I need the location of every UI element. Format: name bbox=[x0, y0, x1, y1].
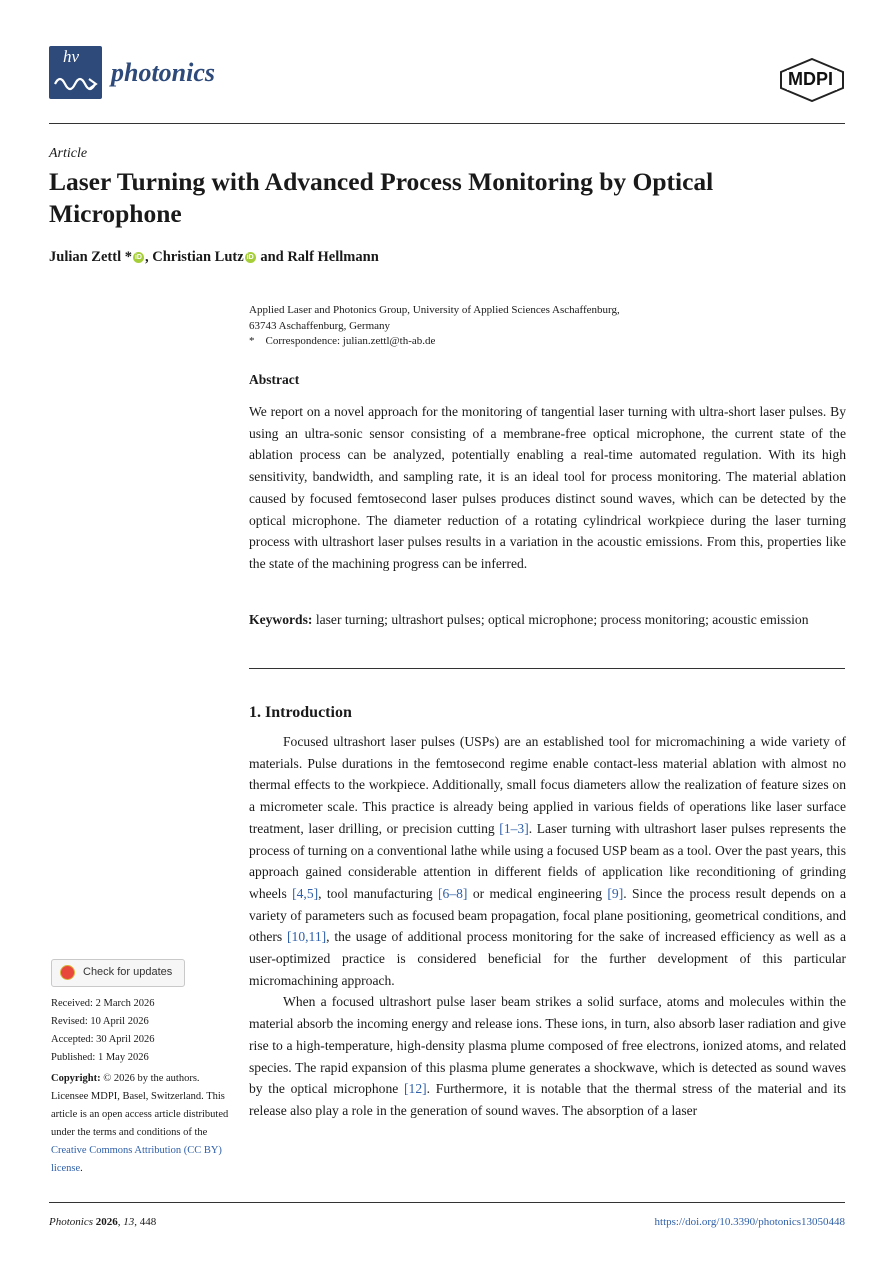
section-heading: 1. Introduction bbox=[249, 704, 352, 721]
revised-date: Revised: 10 April 2026 bbox=[51, 1016, 149, 1027]
logo-text: hv bbox=[63, 47, 80, 66]
copyright-text: © 2026 by the authors. Licensee MDPI, Basel, Switzerland. This article is an open access article distributed under the terms and conditions of the bbox=[51, 1073, 229, 1138]
header-divider bbox=[49, 123, 845, 124]
correspondence: * Correspondence: julian.zettl@th-ab.de bbox=[249, 335, 436, 347]
paragraph-text: . Furthermore, it is notable that the thermal stress of the material and its release also play a role in the generation of sound waves. The absorption of a laser bbox=[249, 1081, 846, 1118]
citation-link[interactable]: [10,11] bbox=[287, 929, 327, 945]
journal-name: photonics bbox=[111, 58, 216, 87]
citation-link[interactable]: [12] bbox=[404, 1081, 427, 1097]
paragraph-text: Focused ultrashort laser pulses (USPs) are an established tool for micromachining a wide variety of materials. Pulse durations in the femtosecond regime enable contact-less material ablation with almost no thermal effects to the workpiece. Additionally, small focus diameters allow the realization of feature sizes on a micrometer scale. This practice is already being applied in various fields of operations like laser surface treatment, laser drilling, or precision cutting bbox=[249, 734, 846, 836]
author-separator: , bbox=[144, 249, 153, 265]
copyright-label: Copyright: bbox=[51, 1073, 101, 1084]
paragraph bbox=[249, 731, 846, 991]
citation-link[interactable]: [4,5] bbox=[292, 885, 319, 901]
published-date: Published: 1 May 2026 bbox=[51, 1052, 149, 1063]
article-title: Laser Turning with Advanced Process Monitoring by Optical Microphone bbox=[49, 167, 714, 228]
paragraph-text: , tool manufacturing bbox=[318, 885, 439, 901]
abstract-heading: Abstract bbox=[249, 372, 300, 387]
author-separator: and bbox=[256, 249, 288, 265]
article-type: Article bbox=[49, 146, 88, 161]
author-name: Julian Zettl bbox=[49, 249, 122, 265]
footer-divider bbox=[49, 1202, 845, 1203]
citation-link[interactable]: [1–3] bbox=[499, 820, 529, 836]
abstract-text: We report on a novel approach for the monitoring of tangential laser turning with ultra-short laser pulses. By using an ultra-sonic sensor consisting of a membrane-free optical microphone, the current state of the ablation process can be analyzed, potentially enabling a real-time automated regulation. With its high sensitivity, bandwidth, and sampling rate, it is an ideal tool for process monitoring. The material ablation caused by focused femtosecond laser pulses produces distinct sound waves, which can be detected by the optical microphone. The diameter reduction of a rotating cylindrical workpiece during the laser turning process with ultrashort laser pulses results in a variation in the acoustic emissions. From this, properties like the state of the machining progress can be inferred. bbox=[249, 404, 846, 571]
section-body bbox=[249, 731, 846, 1122]
paragraph-text: When a focused ultrashort pulse laser beam strikes a solid surface, atoms and molecules within the material absorb the incoming energy and release ions. These ions, in turn, also absorb laser radiation and give rise to a high-temperature, high-density plasma plume composed of free electrons, ionized atoms, and related species. The rapid expansion of this plasma plume generates a shockwave, which is detected as sound waves by the optical microphone bbox=[249, 994, 846, 1097]
doi-link[interactable]: https://doi.org/10.3390/photonics13050448 bbox=[654, 1216, 845, 1228]
citation-link[interactable]: [9] bbox=[607, 885, 624, 901]
paragraph-text: or medical engineering bbox=[467, 885, 608, 901]
citation-link[interactable]: [6–8] bbox=[438, 885, 468, 901]
affiliation bbox=[249, 303, 849, 350]
affiliation-line-2: 63743 Aschaffenburg, Germany bbox=[249, 319, 391, 332]
author-name: Ralf Hellmann bbox=[287, 249, 379, 265]
keywords-text: laser turning; ultrashort pulses; optical microphone; process monitoring; acoustic emission bbox=[312, 612, 809, 627]
copyright-end: . bbox=[80, 1163, 83, 1174]
abstract-divider bbox=[249, 668, 845, 669]
footer-article-no: 448 bbox=[139, 1216, 157, 1228]
orcid-icon[interactable]: iD bbox=[134, 254, 142, 261]
publication-dates bbox=[51, 995, 241, 1067]
keywords-label: Keywords: bbox=[249, 612, 313, 627]
corresponding-mark: * bbox=[121, 249, 132, 265]
author-list bbox=[49, 249, 379, 266]
citation: Photonics 2026, 13, 448 bbox=[49, 1216, 157, 1228]
copyright-notice bbox=[51, 1070, 236, 1178]
author-name: Christian Lutz bbox=[152, 249, 244, 265]
accepted-date: Accepted: 30 April 2026 bbox=[51, 1034, 155, 1045]
license-link[interactable]: Creative Commons Attribution (CC BY) license bbox=[51, 1145, 222, 1174]
mdpi-logo-text: MDPI bbox=[788, 69, 833, 89]
paragraph bbox=[249, 991, 846, 1121]
footer-year: 2026 bbox=[95, 1216, 118, 1228]
check-updates-icon bbox=[60, 965, 75, 980]
paragraph-text: . Laser turning with ultrashort laser pulses represents the process of turning on a conventional lathe while using a focused USP beam as a tool. Over the past years, this approach gained considerable attention in different fields of application like reconditioning of grinding wheels bbox=[249, 820, 846, 901]
keywords bbox=[249, 609, 846, 631]
check-updates-label: Check for updates bbox=[83, 966, 173, 978]
paragraph-text: , the usage of additional process monitoring for the sake of increased efficiency as well as a user-optimized practice is considered beneficial for the further development of this particular micromachining approach. bbox=[249, 929, 846, 988]
footer-journal: Photonics bbox=[49, 1216, 93, 1228]
affiliation-line-1: Applied Laser and Photonics Group, University of Applied Sciences Aschaffenburg, bbox=[249, 304, 620, 316]
orcid-icon[interactable]: iD bbox=[246, 254, 254, 261]
footer-volume: 13 bbox=[123, 1216, 135, 1228]
check-for-updates-button[interactable] bbox=[51, 959, 185, 987]
mdpi-logo bbox=[780, 58, 844, 107]
paragraph-text: . Since the process result depends on a variety of parameters such as focused beam propagation, focal plane positioning, geometrical conditions, and others bbox=[249, 885, 847, 945]
received-date: Received: 2 March 2026 bbox=[51, 998, 155, 1009]
